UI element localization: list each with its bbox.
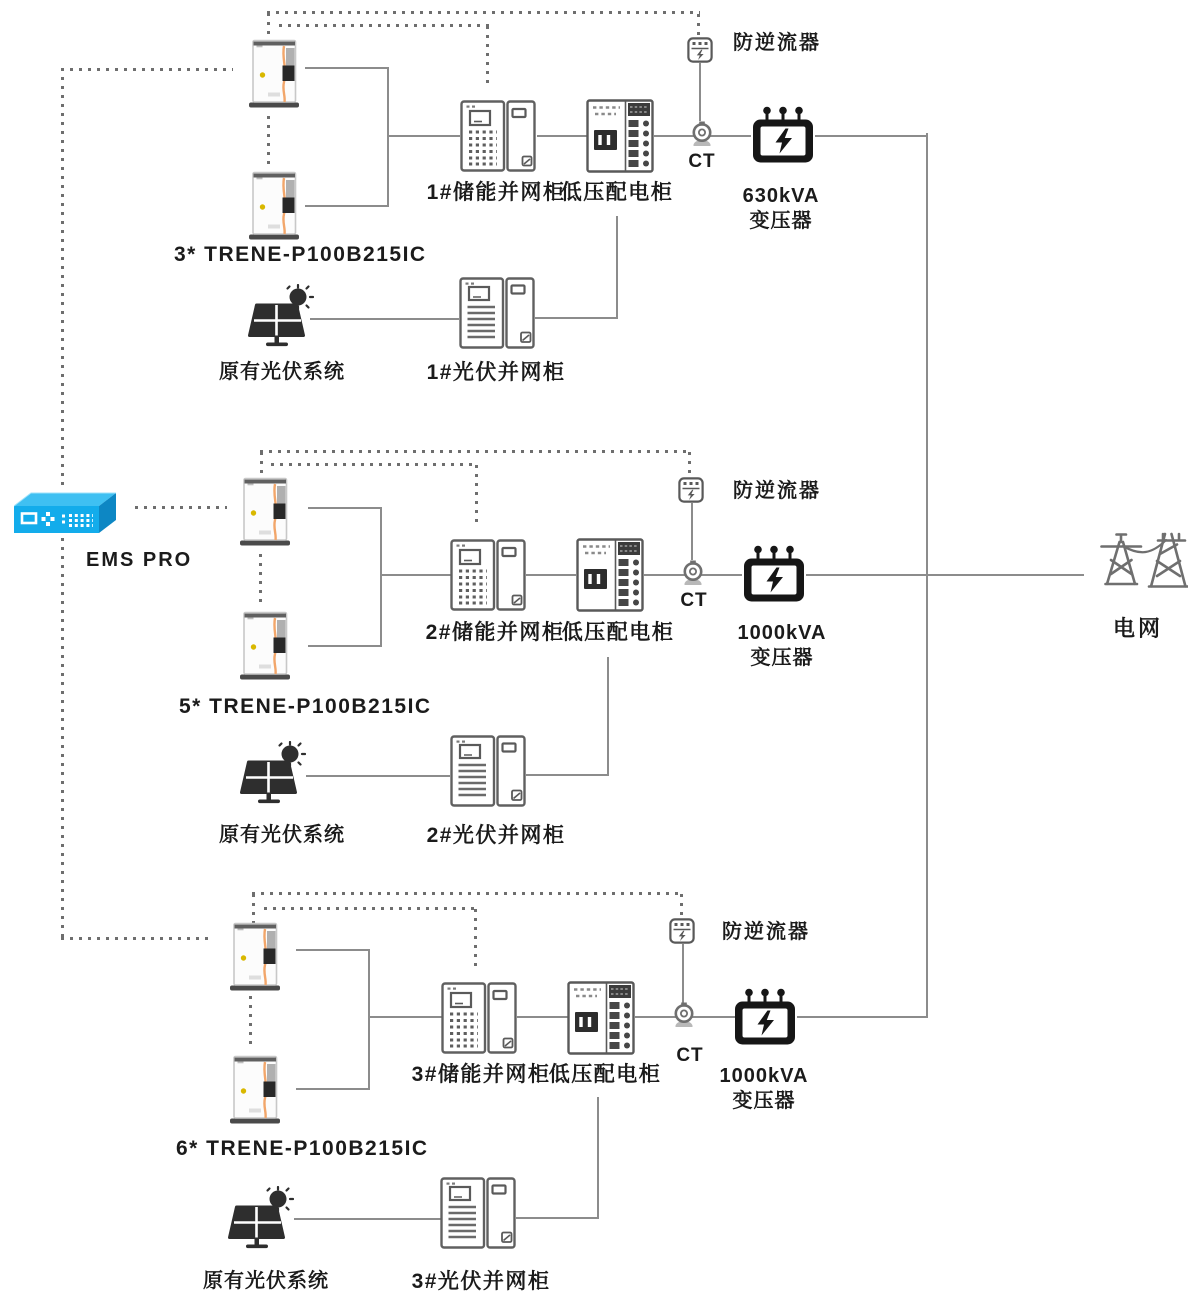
- connection-line: [517, 1016, 569, 1018]
- battery-count-label: 5* TRENE-P100B215IC: [179, 695, 432, 718]
- connection-line: [296, 1088, 370, 1090]
- storage-grid-cabinet-icon: [441, 982, 517, 1054]
- battery-cabinet-icon: [228, 922, 282, 992]
- ct-sensor-icon: [691, 121, 713, 147]
- connection-line: [380, 507, 382, 647]
- anti-backflow-label: 防逆流器: [722, 921, 810, 943]
- ct-sensor-icon: [682, 560, 704, 586]
- solar-panel-icon: [238, 741, 306, 807]
- lv-cabinet-label: 低压配电柜: [561, 621, 675, 644]
- pv-row-line: [526, 774, 609, 776]
- storage-cabinet-label: 2#储能并网柜: [425, 621, 565, 644]
- pv-grid-cabinet-icon: [450, 735, 526, 807]
- connection-line: [537, 135, 587, 137]
- battery-cabinet-icon: [238, 611, 292, 681]
- transformer-capacity-label: 630kVA: [742, 185, 820, 207]
- solar-panel-icon: [246, 284, 314, 350]
- lv-cabinet-label: 低压配电柜: [560, 181, 674, 204]
- storage-grid-cabinet-icon: [450, 539, 526, 611]
- anti-backflow-drop-line: [699, 63, 701, 121]
- connection-line: [389, 135, 460, 137]
- comm-line: [688, 452, 691, 476]
- pv-grid-cabinet-icon: [459, 277, 535, 349]
- battery-count-label: 6* TRENE-P100B215IC: [176, 1137, 429, 1160]
- connection-line: [370, 1016, 443, 1018]
- anti-backflow-label: 防逆流器: [733, 32, 821, 54]
- battery-ellipsis-dots: [267, 116, 270, 166]
- comm-line: [267, 11, 700, 14]
- battery-ellipsis-dots: [259, 554, 262, 606]
- lv-to-pv-line: [597, 1097, 599, 1219]
- comm-line: [271, 463, 478, 466]
- collector-bus-line: [926, 133, 928, 1017]
- ems-comm-line: [135, 506, 227, 509]
- comm-line: [475, 465, 478, 525]
- transformer-label: 变压器: [749, 210, 813, 232]
- transformer-capacity-label: 1000kVA: [737, 622, 827, 644]
- connection-line: [308, 645, 382, 647]
- ems-label: EMS PRO: [86, 549, 193, 571]
- lv-to-pv-line: [616, 216, 618, 319]
- connection-line: [368, 949, 370, 1090]
- ct-label: CT: [676, 1045, 704, 1066]
- ct-label: CT: [688, 151, 716, 172]
- battery-cabinet-icon: [247, 171, 301, 241]
- connection-line: [797, 1016, 928, 1018]
- ems-comm-line: [61, 937, 209, 940]
- pv-row-line: [294, 1218, 442, 1220]
- pv-cabinet-label: 3#光伏并网柜: [411, 1270, 551, 1293]
- pv-row-line: [535, 317, 618, 319]
- anti-backflow-label: 防逆流器: [733, 480, 821, 502]
- solar-panel-icon: [226, 1186, 294, 1252]
- comm-line: [267, 13, 270, 41]
- battery-cabinet-icon: [228, 1055, 282, 1125]
- power-grid-towers-icon: [1100, 527, 1188, 601]
- lv-cabinet-label: 低压配电柜: [548, 1063, 662, 1086]
- battery-cabinet-icon: [247, 39, 301, 109]
- connection-line: [305, 67, 389, 69]
- connection-line: [382, 574, 452, 576]
- lv-to-pv-line: [607, 657, 609, 776]
- battery-cabinet-icon: [238, 477, 292, 547]
- pv-grid-cabinet-icon: [440, 1177, 516, 1249]
- ems-comm-line: [61, 68, 233, 71]
- ct-sensor-icon: [673, 1002, 695, 1028]
- comm-line: [474, 909, 477, 967]
- existing-pv-label: 原有光伏系统: [203, 1270, 329, 1292]
- anti-backflow-icon: [678, 476, 704, 503]
- battery-count-label: 3* TRENE-P100B215IC: [174, 243, 427, 266]
- anti-backflow-drop-line: [682, 944, 684, 1004]
- storage-cabinet-label: 1#储能并网柜: [426, 181, 566, 204]
- existing-pv-label: 原有光伏系统: [219, 361, 345, 383]
- pv-cabinet-label: 1#光伏并网柜: [426, 361, 566, 384]
- comm-line: [486, 26, 489, 86]
- pv-row-line: [516, 1217, 599, 1219]
- connection-line: [296, 949, 370, 951]
- comm-line: [264, 907, 476, 910]
- comm-line: [252, 894, 255, 924]
- connection-line: [526, 574, 576, 576]
- connection-line: [308, 507, 382, 509]
- ems-comm-line: [61, 68, 64, 491]
- anti-backflow-icon: [669, 917, 695, 944]
- existing-pv-label: 原有光伏系统: [219, 824, 345, 846]
- pv-row-line: [310, 318, 459, 320]
- connection-line: [815, 135, 928, 137]
- storage-grid-cabinet-icon: [460, 100, 536, 172]
- comm-line: [279, 24, 489, 27]
- connection-line: [305, 205, 389, 207]
- transformer-icon: [751, 106, 815, 164]
- comm-line: [680, 894, 683, 918]
- grid-label: 电网: [1112, 616, 1163, 641]
- transformer-icon: [733, 988, 797, 1046]
- lv-distribution-cabinet-icon: [586, 99, 654, 173]
- connection-line: [387, 67, 389, 207]
- anti-backflow-icon: [687, 36, 713, 63]
- ems-comm-line: [61, 538, 64, 940]
- lv-distribution-cabinet-icon: [576, 538, 644, 612]
- storage-cabinet-label: 3#储能并网柜: [411, 1063, 551, 1086]
- grid-bus-line: [806, 574, 1084, 576]
- pv-row-line: [306, 775, 450, 777]
- battery-ellipsis-dots: [249, 996, 252, 1048]
- transformer-label: 变压器: [750, 647, 814, 669]
- lv-distribution-cabinet-icon: [567, 981, 635, 1055]
- comm-line: [260, 452, 263, 478]
- comm-line: [252, 892, 682, 895]
- transformer-icon: [742, 545, 806, 603]
- transformer-label: 变压器: [732, 1090, 796, 1112]
- comm-line: [260, 450, 690, 453]
- pv-cabinet-label: 2#光伏并网柜: [426, 824, 566, 847]
- transformer-capacity-label: 1000kVA: [719, 1065, 809, 1087]
- anti-backflow-drop-line: [691, 503, 693, 560]
- comm-line: [697, 14, 700, 36]
- ems-device-icon: [14, 490, 116, 536]
- ct-label: CT: [680, 590, 708, 611]
